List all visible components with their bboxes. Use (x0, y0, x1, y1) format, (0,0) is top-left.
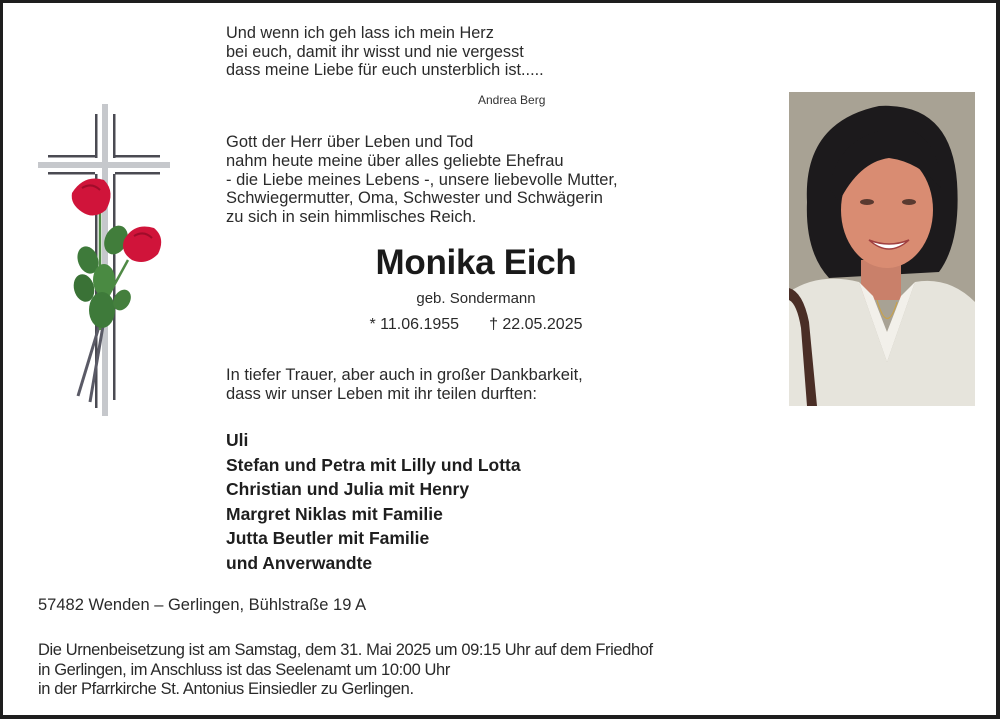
gratitude-line: dass wir unser Leben mit ihr teilen durften: (226, 384, 537, 403)
gratitude-line: In tiefer Trauer, aber auch in großer Dankbarkeit, (226, 366, 583, 384)
mourner: Jutta Beutler mit Familie (226, 528, 430, 549)
deceased-name: Monika Eich (375, 243, 577, 282)
portrait-photo (789, 92, 975, 406)
announcement-line: nahm heute meine über alles geliebte Ehefrau (226, 151, 564, 170)
life-dates (226, 316, 726, 334)
announcement-line: Gott der Herr über Leben und Tod (226, 133, 474, 151)
family-address: 57482 Wenden – Gerlingen, Bühlstraße 19 A (38, 596, 367, 614)
birth-name: geb. Sondermann (416, 290, 536, 307)
mourner: Margret Niklas mit Familie (226, 503, 443, 524)
mourner: Christian und Julia mit Henry (226, 479, 470, 500)
funeral-line: in Gerlingen, im Anschluss ist das Seelenamt um 10:00 Uhr (38, 660, 450, 679)
birth-date: * 11.06.1955 (369, 316, 460, 333)
poem-author: Andrea Berg (478, 93, 546, 107)
announcement-line: - die Liebe meines Lebens -, unsere liebevolle Mutter, (226, 170, 618, 189)
death-date: † 22.05.2025 (489, 316, 583, 333)
poem-line: Und wenn ich geh lass ich mein Herz (226, 24, 494, 42)
poem-quote (226, 24, 544, 80)
mourners-list (226, 428, 521, 576)
mourner: und Anverwandte (226, 552, 373, 573)
poem-line: bei euch, damit ihr wisst und nie vergesst (226, 42, 524, 61)
cross-with-roses-icon (36, 100, 176, 420)
announcement-line: zu sich in sein himmlisches Reich. (226, 208, 477, 227)
gratitude-text (226, 366, 583, 404)
funeral-line: in der Pfarrkirche St. Antonius Einsiedler zu Gerlingen. (38, 680, 414, 698)
mourner: Stefan und Petra mit Lilly und Lotta (226, 454, 521, 475)
announcement-text (226, 133, 618, 227)
funeral-info (38, 641, 653, 700)
announcement-line: Schwiegermutter, Oma, Schwester und Schwägerin (226, 189, 603, 208)
mourner: Uli (226, 430, 249, 450)
funeral-line: Die Urnenbeisetzung ist am Samstag, dem 31. Mai 2025 um 09:15 Uhr auf dem Friedhof (38, 641, 653, 659)
poem-line: dass meine Liebe für euch unsterblich ist..... (226, 61, 544, 79)
